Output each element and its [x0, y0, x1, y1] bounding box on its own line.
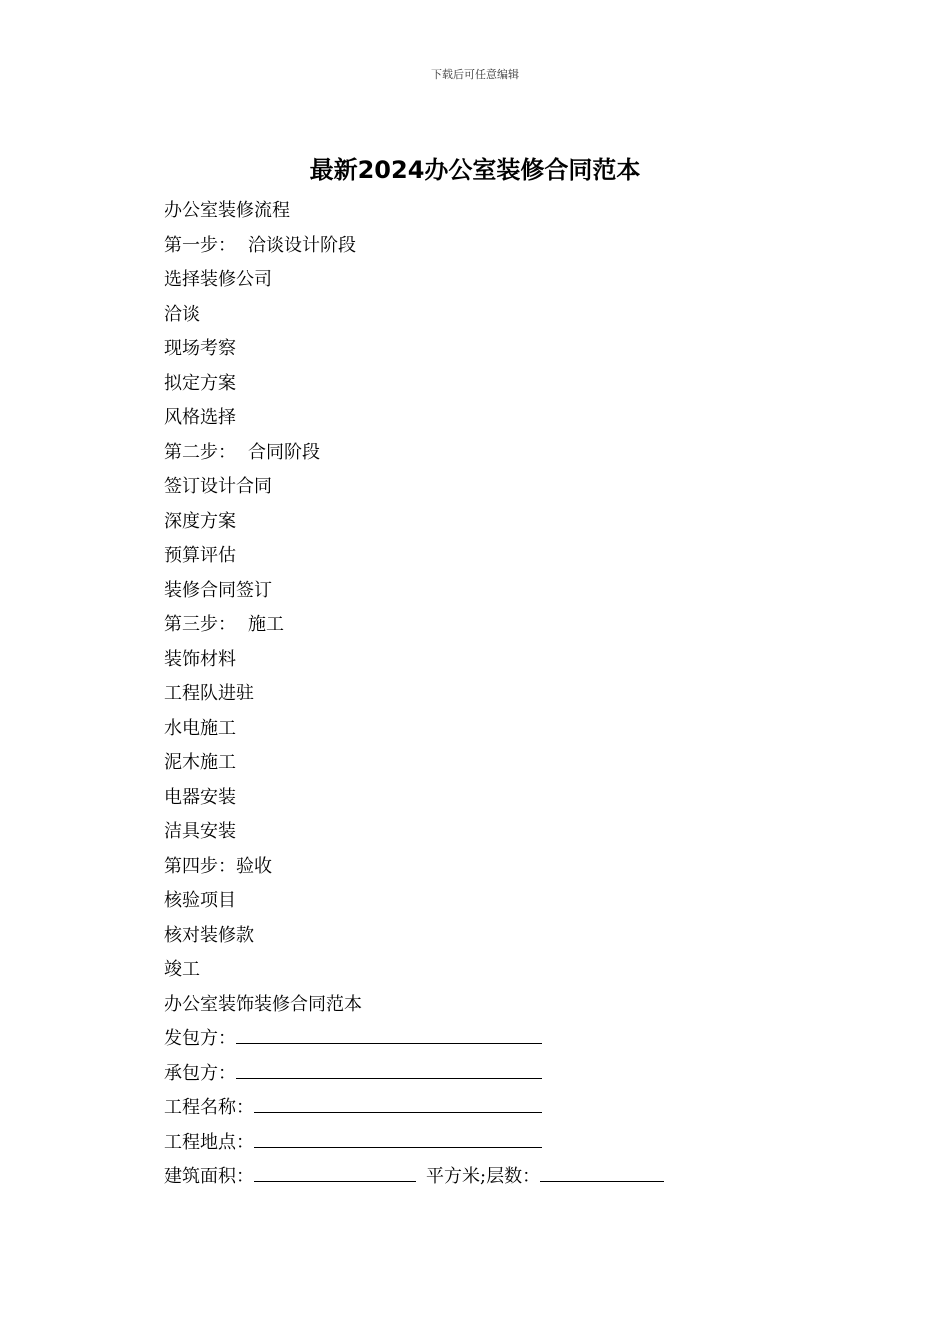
- text-line: 洁具安装: [164, 821, 236, 842]
- contractor-blank[interactable]: [236, 1025, 542, 1044]
- contractee-label: 承包方：: [164, 1062, 236, 1084]
- step-value: 合同阶段: [248, 441, 320, 463]
- text-line: 装饰材料: [164, 648, 236, 670]
- text-line: 风格选择: [164, 407, 236, 428]
- text-line: 签订设计合同: [164, 476, 272, 497]
- step-line: [164, 231, 784, 266]
- area-blank[interactable]: [254, 1163, 416, 1182]
- step-value: 洽谈设计阶段: [248, 234, 356, 256]
- project-location-blank[interactable]: [254, 1129, 542, 1148]
- text-line: 预算评估: [164, 545, 236, 566]
- project-name-label: 工程名称：: [164, 1097, 254, 1118]
- text-line: 电器安装: [164, 786, 236, 808]
- text-line: 工程队进驻: [164, 683, 254, 704]
- text-line: 选择装修公司: [164, 269, 272, 290]
- text-line: 泥木施工: [164, 752, 236, 773]
- text-line: 办公室装修流程: [164, 200, 290, 221]
- text-line: 拟定方案: [164, 372, 236, 394]
- area-unit: 平方米;层数：: [426, 1166, 541, 1187]
- text-line: 第四步：验收: [164, 855, 272, 877]
- text-line: 洽谈: [164, 303, 200, 325]
- project-name-field: [164, 1093, 784, 1128]
- text-line: 核验项目: [164, 890, 236, 911]
- text-line: 深度方案: [164, 510, 236, 532]
- text-line: 办公室装饰装修合同范本: [164, 993, 362, 1015]
- step-line: [164, 610, 784, 645]
- project-location-field: [164, 1128, 784, 1163]
- project-location-label: 工程地点：: [164, 1131, 254, 1153]
- project-name-blank[interactable]: [254, 1094, 542, 1113]
- floors-blank[interactable]: [540, 1163, 664, 1182]
- page-header-note: 下载后可任意编辑: [431, 68, 519, 81]
- area-field: [164, 1162, 784, 1197]
- text-line: 竣工: [164, 959, 200, 980]
- step-label: 第三步：: [164, 614, 236, 635]
- step-line: [164, 438, 784, 473]
- text-line: 水电施工: [164, 717, 236, 739]
- contractor-field: [164, 1024, 784, 1059]
- step-label: 第一步：: [164, 234, 236, 256]
- contractee-blank[interactable]: [236, 1060, 542, 1079]
- area-label: 建筑面积：: [164, 1166, 254, 1187]
- step-label: 第二步：: [164, 441, 236, 463]
- text-line: 装修合同签订: [164, 579, 272, 601]
- document-title: 最新2024办公室装修合同范本: [309, 156, 641, 184]
- contractor-label: 发包方：: [164, 1028, 236, 1049]
- contractee-field: [164, 1059, 784, 1094]
- text-line: 核对装修款: [164, 924, 254, 946]
- step-value: 施工: [248, 614, 284, 635]
- text-line: 现场考察: [164, 338, 236, 359]
- document-body: [164, 196, 784, 1197]
